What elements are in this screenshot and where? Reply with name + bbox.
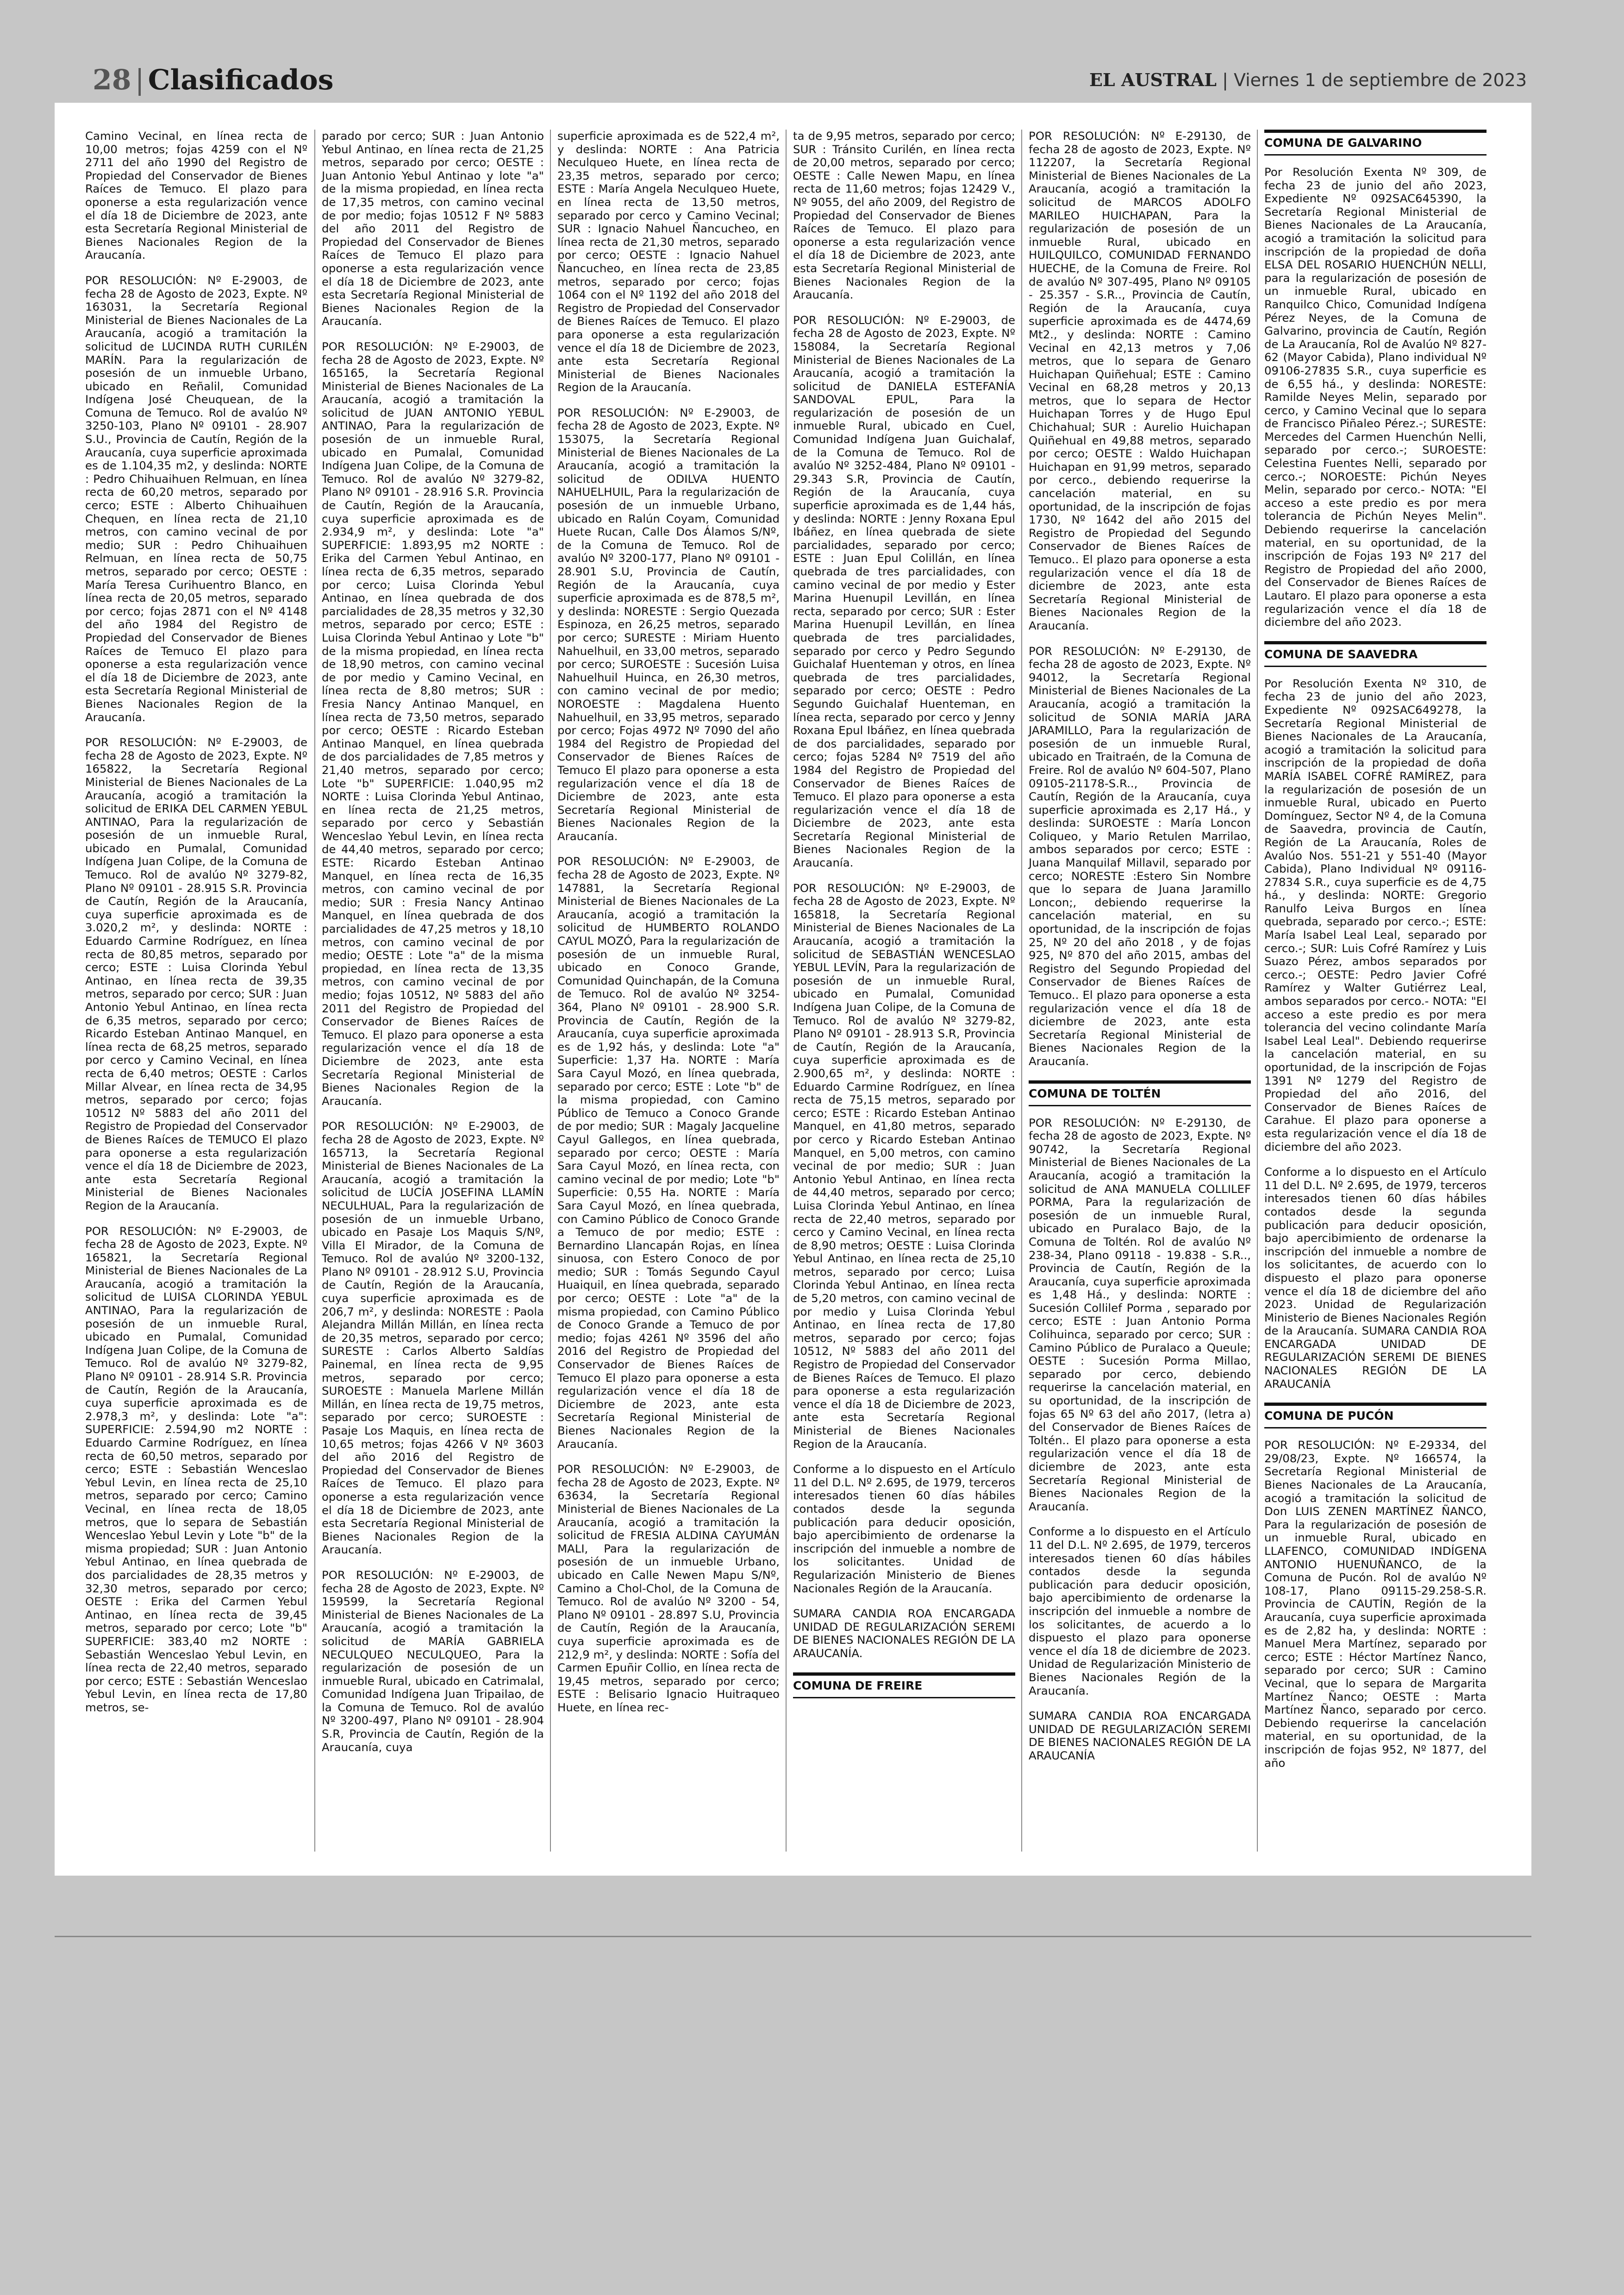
section-title: Clasificados (148, 64, 334, 96)
notice: POR RESOLUCIÓN: Nº E-29003, de fecha 28 de Agosto de 2023, Expte. Nº 165165, la Secretaría Regional Ministerial de Bienes Nacionales de La Araucanía, acogió a tramitación la solicitud de JUAN ANTONIO YEBUL ANTINAO, Para la regularización de posesión de un inmueble Rural, ubicado en Pumalal, Comunidad Indígena Juan Colipe, de la Comuna de Temuco. Rol de avalúo Nº 3279-82, Plano Nº 09101 - 28.916 S.R. Provincia de Cautín, Región de la Araucanía, cuya superficie aproximada es de 2.934,9 m², y deslinda: Lote "a" SUPERFICIE: 1.893,95 m2 NORTE : Erika del Carmen Yebul Antinao, en línea recta de 6,35 metros, separado por cerco; Luisa Clorinda Yebul Antinao, en línea quebrada de dos parcialidades de 28,35 metros y 32,30 metros, separado por cerco; ESTE : Luisa Clorinda Yebul Antinao y Lote "b" de la misma propiedad, en línea recta de 18,90 metros, con camino vecinal de por medio y Camino Vecinal, en línea recta de 8,80 metros; SUR : Fresia Nancy Antinao Manquel, en línea recta de 73,50 metros, separado por cerco; OESTE : Ricardo Esteban Antinao Manquel, en línea quebrada de dos parcialidades de 7,85 metros y 21,40 metros, separado por cerco; Lote "b" SUPERFICIE: 1.040,95 m2 NORTE : Luisa Clorinda Yebul Antinao, en línea recta de 21,25 metros, separado por cerco y Sebastián Wenceslao Yebul Levin, en línea recta de 44,40 metros, separado por cerco; ESTE: Ricardo Esteban Antinao Manquel, en línea recta de 16,35 metros, con camino vecinal de por medio; SUR : Fresia Nancy Antinao Manquel, en línea quebrada de dos parcialidades de 47,25 metros y 18,10 metros, con camino vecinal de por medio; OESTE : Lote "a" de la misma propiedad, en línea recta de 13,35 metros, con camino vecinal de por medio; fojas 10512, Nº 5883 del año 2011 del Registro de Propiedad del Conservador de Bienes Raíces de Temuco. El plazo para oponerse a esta regularización vence el día 18 de Diciembre de 2023, ante esta Secretaría Regional Ministerial de Bienes Nacionales Region de la Araucanía. (322, 339, 544, 1108)
notice: POR RESOLUCIÓN: Nº E-29003, de fecha 28 de Agosto de 2023, Expte. Nº 159599, la Secretaría Regional Ministerial de Bienes Nacionales de La Araucanía, acogió a tramitación la solicitud de MARÍA GABRIELA NECULQUEO NECULQUEO, Para la regularización de posesión de un inmueble Rural, ubicado en Catrimalal, Comunidad Indígena Juan Tripailao, de la Comuna de Temuco. Rol de avalúo Nº 3200-497, Plano Nº 09101 - 28.904 S.R, Provincia de Cautín, Región de la Araucanía, cuya (322, 1568, 544, 1754)
column-divider (786, 130, 787, 1852)
notice: Por Resolución Exenta Nº 309, de fecha 23 de junio del año 2023, Expediente Nº 092SAC645390, la Secretaría Regional Ministerial de Bienes Nacionales de La Araucanía, acogió a tramitación la solicitud para inscripción de la propiedad de doña ELSA DEL ROSARIO HUENCHÚN NELLI, para la regularización de posesión de un inmueble Rural, ubicado en Ranquilco Chico, Comunidad Indígena Pérez Neyes, de la Comuna de Galvarino, provincia de Cautín, Región de La Araucanía, Rol de Avalúo Nº 827-62 (Mayor Cabida), Plano individual Nº 09106-27835 S.R., cuya superficie es de 6,55 há., y deslinda: NORESTE: Ramilde Neyes Melin, separado por cerco, y Camino Vecinal que lo separa de Francisco Piñaleo Pérez.-; SURESTE: Mercedes del Carmen Huenchún Nelli, separado por cerco.-; SUROESTE: Celestina Fuentes Nelli, separado por cerco.-; NOROESTE: Pichún Neyes Melin, separado por cerco.- NOTA: "El acceso a este predio es por mera tolerancia de Pichún Neyes Melin". Debiendo requerirse la cancelación material, en su oportunidad, de la inscripción de Fojas 193 Nº 217 del Registro de Propiedad del año 2000, del Conservador de Bienes Raíces de Lautaro. El plazo para oponerse a esta regularización vence el día 18 de diciembre del año 2023. (1264, 165, 1487, 629)
section-heading-pucon: COMUNA DE PUCÓN (1264, 1403, 1487, 1428)
column-5 (1029, 130, 1251, 1774)
notice: POR RESOLUCIÓN: Nº E-29003, de fecha 28 de Agosto de 2023, Expte. Nº 165821, la Secretaría Regional Ministerial de Bienes Nacionales de La Araucanía, acogió a tramitación la solicitud de LUISA CLORINDA YEBUL ANTINAO, Para la regularización de posesión de un inmueble Rural, ubicado en Pumalal, Comunidad Indígena Juan Colipe, de la Comuna de Temuco. Rol de avalúo Nº 3279-82, Plano Nº 09101 - 28.914 S.R. Provincia de Cautín, Región de la Araucanía, cuya superficie aproximada es de 2.978,3 m², y deslinda: Lote "a": SUPERFICIE: 2.594,90 m2 NORTE : Eduardo Carmine Rodríguez, en línea recta de 60,50 metros, separado por cerco; ESTE : Sebastián Wenceslao Yebul Levin, en línea recta de 25,10 metros, separado por cerco; Camino Vecinal, en línea recta de 18,05 metros, que lo separa de Sebastián Wenceslao Yebul Levin y Lote "b" de la misma propiedad; SUR : Juan Antonio Yebul Antinao, en línea quebrada de dos parcialidades de 28,35 metros y 32,30 metros, separado por cerco; OESTE : Erika del Carmen Yebul Antinao, en línea recta de 39,45 metros, separado por cerco; Lote "b" SUPERFICIE: 383,40 m2 NORTE : Sebastián Wenceslao Yebul Levin, en línea recta de 22,40 metros, separado por cerco; ESTE : Sebastián Wenceslao Yebul Levin, en línea recta de 17,80 metros, se- (85, 1224, 307, 1714)
column-divider (1021, 130, 1022, 1852)
column-divider (550, 130, 551, 1852)
header-separator-right: | (1217, 70, 1234, 90)
column-3 (557, 130, 780, 1726)
header-right (1089, 69, 1527, 90)
header-separator: | (135, 64, 144, 96)
notice: POR RESOLUCIÓN: Nº E-29003, de fecha 28 de Agosto de 2023, Expte. Nº 63634, la Secretaría Regional Ministerial de Bienes Nacionales de La Araucanía, acogió a tramitación la solicitud de FRESIA ALDINA CAYUMÁN MALI, Para la regularización de posesión de un inmueble Urbano, ubicado en Calle Newen Mapu S/Nº, Camino a Chol-Chol, de la Comuna de Temuco. Rol de avalúo Nº 3200 - 54, Plano Nº 09101 - 28.897 S.U, Provincia de Cautín, Región de la Araucanía, cuya superficie aproximada es de 212,9 m², y deslinda: NORTE : Sofía del Carmen Epuñir Collio, en línea recta de 19,45 metros, separado por cerco; ESTE : Belisario Ignacio Huitraqueo Huete, en línea rec- (557, 1462, 780, 1714)
notice: POR RESOLUCIÓN: Nº E-29003, de fecha 28 de Agosto de 2023, Expte. Nº 165818, la Secretaría Regional Ministerial de Bienes Nacionales de La Araucanía, acogió a tramitación la solicitud de SEBASTIÁN WENCESLAO YEBUL LEVÍN, Para la regularización de posesión de un inmueble Rural, ubicado en Pumalal, Comunidad Indígena Juan Colipe, de la Comuna de Temuco. Rol de avalúo Nº 3279-82, Plano Nº 09101 - 28.913 S.R, Provincia de Cautín, Región de la Araucanía, cuya superficie aproximada es de 2.900,65 m², y deslinda: NORTE : Eduardo Carmine Rodríguez, en línea recta de 75,15 metros, separado por cerco; ESTE : Ricardo Esteban Antinao Manquel, en 41,80 metros, separado por cerco y Ricardo Esteban Antinao Manquel, en 5,00 metros, con camino vecinal de por medio; SUR : Juan Antonio Yebul Antinao, en línea recta de 44,40 metros, separado por cerco; Luisa Clorinda Yebul Antinao, en línea recta de 22,40 metros, separado por cerco y Camino Vecinal, en línea recta de 8,90 metros; OESTE : Luisa Clorinda Yebul Antinao, en línea recta de 25,10 metros, separado por cerco; Luisa Clorinda Yebul Antinao, en línea recta de 5,20 metros, con camino vecinal de por medio y Luisa Clorinda Yebul Antinao, en línea recta de 17,80 metros, separado por cerco; fojas 10512, Nº 5883 del año 2011 del Registro de Propiedad del Conservador de Bienes Raíces de Temuco. El plazo para oponerse a esta regularización vence el día 18 de Diciembre de 2023, ante esta Secretaría Regional Ministerial de Bienes Nacionales Region de la Araucanía. (793, 881, 1015, 1451)
notice: POR RESOLUCIÓN: Nº E-29003, de fecha 28 de Agosto de 2023, Expte. Nº 163031, la Secretaría Regional Ministerial de Bienes Nacionales de La Araucanía, acogió a tramitación la solicitud de LUCINDA RUTH CURILÉN MARÍN. Para la regularización de posesión de un inmueble Urbano, ubicado en Reñalil, Comunidad Indígena José Cheuquean, de la Comuna de Temuco. Rol de avalúo Nº 3250-103, Plano Nº 09101 - 28.907 S.U., Provincia de Cautín, Región de la Araucanía, cuya superficie aproximada es de 1.104,35 m2, y deslinda: NORTE : Pedro Chihuaihuen Relmuan, en línea recta de 60,20 metros, separado por cerco; ESTE : Alberto Chihuaihuen Chequen, en línea recta de 21,10 metros, con camino vecinal de por medio; SUR : Pedro Chihuaihuen Relmuan, en línea recta de 50,75 metros, separado por cerco; OESTE : María Teresa Curihuentro Blanco, en línea recta de 20,05 metros, separado por cerco; fojas 2871 con el Nº 4148 del año 1984 del Registro de Propiedad del Conservador de Bienes Raíces de Temuco El plazo para oponerse a esta regularización vence el día 18 de Diciembre de 2023, ante esta Secretaría Regional Ministerial de Bienes Nacionales Region de la Araucanía. (85, 273, 307, 724)
notice: POR RESOLUCIÓN: Nº E-29003, de fecha 28 de Agosto de 2023, Expte. Nº 158084, la Secretaría Regional Ministerial de Bienes Nacionales de La Araucanía, acogió a tramitación la solicitud de DANIELA ESTEFANÍA SANDOVAL EPUL, Para la regularización de posesión de un inmueble Rural, ubicado en Cuel, Comunidad Indígena Juan Guichalaf, de la Comuna de Temuco. Rol de avalúo Nº 3252-484, Plano Nº 09101 - 29.343 S.R, Provincia de Cautín, Región de la Araucanía, cuya superficie aproximada es de 1,44 hás, y deslinda: NORTE : Jenny Roxana Epul Ibáñez, en línea quebrada de siete parcialidades, separado por cerco; ESTE : Juan Epul Colillán, en línea quebrada de tres parcialidades, con camino vecinal de por medio y Ester Marina Huenupil Levillán, en línea recta, separado por cerco; SUR : Ester Marina Huenupil Levillán, en línea quebrada de tres parcialidades, separado por cerco y Pedro Segundo Guichalaf Huenteman y otros, en línea quebrada de tres parcialidades, separado por cerco; OESTE : Pedro Segundo Guichalaf Huenteman, en línea recta, separado por cerco y Jenny Roxana Epul Ibáñez, en línea quebrada de dos parcialidades, separado por cerco; fojas 5284 Nº 7519 del año 1984 del Registro de Propiedad del Conservador de Bienes Raíces de Temuco. El plazo para oponerse a esta regularización vence el día 18 de Diciembre de 2023, ante esta Secretaría Regional Ministerial de Bienes Nacionales Region de la Araucanía. (793, 313, 1015, 870)
column-divider (1257, 130, 1258, 1852)
section-heading-freire: COMUNA DE FREIRE (793, 1672, 1015, 1698)
signature: SUMARA CANDIA ROA ENCARGADA UNIDAD DE REGULARIZACIÓN SEREMI DE BIENES NACIONALES REGIÓN DE LA ARAUCANÍA (1029, 1709, 1251, 1762)
notice: POR RESOLUCIÓN: Nº E-29130, de fecha 28 de agosto de 2023, Expte. Nº 112207, la Secretaría Regional Ministerial de Bienes Nacionales de La Araucanía, acogió a tramitación la solicitud de MARCOS ADOLFO MARILEO HUICHAPAN, Para la regularización de posesión de un inmueble Rural, ubicado en HUILQUILCO, COMUNIDAD FERNANDO HUECHE, de la Comuna de Freire. Rol de avalúo Nº 307-495, Plano Nº 09105 - 25.357 - S.R.., Provincia de Cautín, Región de la Araucanía, cuya superficie aproximada es de 4474,69 Mt2., y deslinda: NORTE : Camino Vecinal en 42,13 metros y 7,06 metros, que lo separa de Genaro Huichapan Quiñehual; ESTE : Camino Vecinal en 68,28 metros y 20,13 metros, que lo separa de Hector Huichapan Torres y de Hugo Epul Chichahual; SUR : Aurelio Huichapan Quiñehual en 49,88 metros, separado por cerco; OESTE : Waldo Huichapan Huichapan en 91,99 metros, separado por cerco., debiendo requerirse la cancelación material, en su oportunidad, de la inscripción de fojas 1730, Nº 1642 del año 2015 del Registro de Propiedad del Segundo Conservador de Bienes Raíces de Temuco.. El plazo para oponerse a esta regularización vence el día 18 de diciembre de 2023, ante esta Secretaría Regional Ministerial de Bienes Nacionales Region de la Araucanía. (1029, 129, 1251, 632)
page-number: 28 (93, 64, 131, 96)
section-heading-saavedra: COMUNA DE SAAVEDRA (1264, 641, 1487, 667)
column-1 (85, 130, 307, 1726)
column-2 (322, 130, 544, 1766)
column-6 (1264, 130, 1487, 1782)
notice: POR RESOLUCIÓN: Nº E-29003, de fecha 28 de Agosto de 2023, Expte. Nº 147881, la Secretaría Regional Ministerial de Bienes Nacionales de La Araucanía, acogió a tramitación la solicitud de HUMBERTO ROLANDO CAYUL MOZÓ, Para la regularización de posesión de un inmueble Rural, ubicado en Conoco Grande, Comunidad Quinchapán, de la Comuna de Temuco. Rol de avalúo Nº 3254-364, Plano Nº 09101 - 28.900 S.R. Provincia de Cautín, Región de la Araucanía, cuya superficie aproximada es de 1,92 hás, y deslinda: Lote "a" Superficie: 1,37 Ha. NORTE : María Sara Cayul Mozó, en línea quebrada, separado por cerco; ESTE : Lote "b" de la misma propiedad, con Camino Público de Temuco a Conoco Grande de por medio; SUR : Magaly Jacqueline Cayul Gallegos, en línea quebrada, separado por cerco; OESTE : María Sara Cayul Mozó, en línea recta, con camino vecinal de por medio; Lote "b" Superficie: 0,55 Ha. NORTE : María Sara Cayul Mozó, en línea quebrada, con Camino Público de Conoco Grande a Temuco de por medio; ESTE : Bernardino Llancapán Rojas, en línea sinuosa, con Estero Conoco de por medio; SUR : Tomás Segundo Cayul Huaiquil, en línea quebrada, separado por cerco; OESTE : Lote "a" de la misma propiedad, con Camino Público de Conoco Grande a Temuco de por medio; fojas 4261 Nº 3596 del año 2016 del Registro de Propiedad del Conservador de Bienes Raíces de Temuco El plazo para oponerse a esta regularización vence el día 18 de Diciembre de 2023, ante esta Secretaría Regional Ministerial de Bienes Nacionales Region de la Araucanía. (557, 854, 780, 1451)
section-heading-galvarino: COMUNA DE GALVARINO (1264, 130, 1487, 156)
notice: POR RESOLUCIÓN: Nº E-29003, de fecha 28 de Agosto de 2023, Expte. Nº 165713, la Secretaría Regional Ministerial de Bienes Nacionales de La Araucanía, acogió a tramitación la solicitud de LUCÍA JOSEFINA LLAMÍN NECULHUAL, Para la regularización de posesión de un inmueble Urbano, ubicado en Pasaje Los Maquis S/Nº, Villa El Mirador, de la Comuna de Temuco. Rol de avalúo Nº 3200-132, Plano Nº 09101 - 28.912 S.U, Provincia de Cautín, Región de la Araucanía, cuya superficie aproximada es de 206,7 m², y deslinda: NORESTE : Paola Alejandra Millán Millán, en línea recta de 20,35 metros, separado por cerco; SURESTE : Carlos Alberto Saldías Painemal, en línea recta de 9,95 metros, separado por cerco; SUROESTE : Manuela Marlene Millán Millán, en línea recta de 19,75 metros, separado por cerco; SUROESTE : Pasaje Los Maquis, en línea recta de 10,65 metros; fojas 4266 V Nº 3603 del año 2016 del Registro de Propiedad del Conservador de Bienes Raíces de Temuco. El plazo para oponerse a esta regularización vence el día 18 de Diciembre de 2023, ante esta Secretaría Regional Ministerial de Bienes Nacionales Region de la Araucanía. (322, 1119, 544, 1557)
bottom-rule (55, 1936, 1531, 1937)
classifieds-page (55, 103, 1531, 1876)
notice: POR RESOLUCIÓN: Nº E-29334, del 29/08/23, Expte. Nº 166574, la Secretaría Regional Ministerial de Bienes Nacionales de La Araucanía, acogió a tramitación la solicitud de Don LUIS ZENEN MARTÍNEZ ÑANCO, Para la regularización de posesión de un inmueble Rural, ubicado en LLAFENCO, COMUNIDAD INDÍGENA ANTONIO HUENUÑANCO, de la Comuna de Pucón. Rol de avalúo Nº 108-17, Plano 09115-29.258-S.R. Provincia de CAUTÍN, Región de la Araucanía, cuya superficie aproximada es de 2,82 ha, y deslinda: NORTE : Manuel Mera Martínez, separado por cerco; ESTE : Héctor Martínez Ñanco, separado por cerco; SUR : Camino Vecinal, que lo separa de Margarita Martínez Ñanco; OESTE : Marta Martínez Ñanco, separado por cerco. Debiendo requerirse la cancelación material, en su oportunidad, de la inscripción de fojas 952, Nº 1877, del año (1264, 1438, 1487, 1770)
signature: SUMARA CANDIA ROA ENCARGADA UNIDAD DE REGULARIZACIÓN SEREMI DE BIENES NACIONALES REGIÓN DE LA ARAUCANÍA. (793, 1607, 1015, 1660)
notice: ta de 9,95 metros, separado por cerco; SUR : Tránsito Curilén, en línea recta de 20,00 metros, separado por cerco; OESTE : Calle Newen Mapu, en línea recta de 11,60 metros; fojas 12429 V., Nº 9055, del año 2009, del Registro de Propiedad del Conservador de Bienes Raíces de Temuco. El plazo para oponerse a esta regularización vence el día 18 de Diciembre de 2023, ante esta Secretaría Regional Ministerial de Bienes Nacionales Region de la Araucanía. (793, 129, 1015, 302)
notice: Por Resolución Exenta Nº 310, de fecha 23 de junio del año 2023, Expediente Nº 092SAC649278, la Secretaría Regional Ministerial de Bienes Nacionales de La Araucanía, acogió a tramitación la solicitud para inscripción de la propiedad de doña MARÍA ISABEL COFRÉ RAMÍREZ, para la regularización de posesión de un inmueble Rural, ubicado en Puerto Domínguez, Sector Nº 4, de la Comuna de Saavedra, provincia de Cautín, Región de La Araucanía, Roles de Avalúo Nos. 551-21 y 551-40 (Mayor Cabida), Plano Individual Nº 09116-27834 S.R., cuya superficie es de 4,75 há., y deslinda: NORTE: Gregorio Ranulfo Leiva Burgos en línea quebrada, separado por cerco.-; ESTE: María Isabel Leal Leal, separado por cerco.-; SUR: Luis Cofré Ramírez y Luis Suazo Pérez, ambos separados por cerco.-; OESTE: Pedro Javier Cofré Ramírez y Walter Gutiérrez Leal, ambos separados por cerco.- NOTA: "El acceso a este predio es por mera tolerancia del vecino colindante María Isabel Leal Leal". Debiendo requerirse la cancelación material, en su oportunidad, de la inscripción de Fojas 1391 Nº 1279 del Registro de Propiedad del año 2016, del Conservador de Bienes Raíces de Carahue. El plazo para oponerse a esta regularización vence el día 18 de diciembre del año 2023. (1264, 676, 1487, 1154)
header-left (93, 64, 334, 96)
notice: POR RESOLUCIÓN: Nº E-29003, de fecha 28 de Agosto de 2023, Expte. Nº 165822, la Secretaría Regional Ministerial de Bienes Nacionales de La Araucanía, acogió a tramitación la solicitud de ERIKA DEL CARMEN YEBUL ANTINAO, Para la regularización de posesión de un inmueble Rural, ubicado en Pumalal, Comunidad Indígena Juan Colipe, de la Comuna de Temuco. Rol de avalúo Nº 3279-82, Plano Nº 09101 - 28.915 S.R. Provincia de Cautín, Región de la Araucanía, cuya superficie aproximada es de 3.020,2 m², y deslinda: NORTE : Eduardo Carmine Rodríguez, en línea recta de 80,85 metros, separado por cerco; ESTE : Luisa Clorinda Yebul Antinao, en línea recta de 39,35 metros, separado por cerco; SUR : Juan Antonio Yebul Antinao, en línea recta de 6,35 metros, separado por cerco; Ricardo Esteban Antinao Manquel, en línea recta de 68,25 metros, separado por cerco y Camino Vecinal, en línea recta de 6,40 metros; OESTE : Carlos Millar Alvear, en línea recta de 34,95 metros, separado por cerco; fojas 10512 Nº 5883 del año 2011 del Registro de Propiedad del Conservador de Bienes Raíces de TEMUCO El plazo para oponerse a esta regularización vence el día 18 de Diciembre de 2023, ante esta Secretaría Regional Ministerial de Bienes Nacionales Region de la Araucanía. (85, 736, 307, 1212)
notice: Camino Vecinal, en línea recta de 10,00 metros; fojas 4259 con el Nº 2711 del año 1990 del Registro de Propiedad del Conservador de Bienes Raíces de Temuco. El plazo para oponerse a esta regularización vence el día 18 de Diciembre de 2023, ante esta Secretaría Regional Ministerial de Bienes Nacionales Region de la Araucanía. (85, 129, 307, 262)
legal-note: Conforme a lo dispuesto en el Artículo 11 del D.L. Nº 2.695, de 1979, terceros interesados tienen 60 días hábiles contados desde la segunda publicación para deducir oposición, bajo apercibimiento de ordenarse la inscripción del inmueble a nombre de los solicitantes, de acuerdo con lo dispuesto el plazo para oponerse vence el día 18 de diciembre del año 2023. Unidad de Regularización Ministerio de Bienes Nacionales Región de la Araucanía. SUMARA CANDIA ROA ENCARGADA UNIDAD DE REGULARIZACIÓN SEREMI DE BIENES NACIONALES REGIÓN DE LA ARAUCANÍA (1264, 1165, 1487, 1391)
publication-name: EL AUSTRAL (1089, 69, 1217, 90)
column-divider (314, 130, 315, 1852)
notice: POR RESOLUCIÓN: Nº E-29003, de fecha 28 de Agosto de 2023, Expte. Nº 153075, la Secretaría Regional Ministerial de Bienes Nacionales de La Araucanía, acogió a tramitación la solicitud de ODILVA HUENTO NAHUELHUIL, Para la regularización de posesión de un inmueble Urbano, ubicado en Ralún Coyam, Comunidad Huete Rucan, Calle Dos Álamos S/Nº, de la Comuna de Temuco. Rol de avalúo Nº 3200-177, Plano Nº 09101 - 28.901 S.U, Provincia de Cautín, Región de la Araucanía, cuya superficie aproximada es de 878,5 m², y deslinda: NORESTE : Sergio Quezada Espinoza, en 26,25 metros, separado por cerco; SURESTE : Miriam Huento Nahuelhuil, en 33,00 metros, separado por cerco; SUROESTE : Sucesión Luisa Nahuelhuil Huinca, en 26,30 metros, con camino vecinal de por medio; NOROESTE : Magdalena Huento Nahuelhuil, en 33,95 metros, separado por cerco; Fojas 4972 Nº 7090 del año 1984 del Registro de Propiedad del Conservador de Bienes Raíces de Temuco El plazo para oponerse a esta regularización vence el día 18 de Diciembre de 2023, ante esta Secretaría Regional Ministerial de Bienes Nacionales Region de la Araucanía. (557, 405, 780, 843)
column-4 (793, 130, 1015, 1709)
notice: POR RESOLUCIÓN: Nº E-29130, de fecha 28 de agosto de 2023, Expte. Nº 90742, la Secretaría Regional Ministerial de Bienes Nacionales de La Araucanía, acogió a tramitación la solicitud de ANA MANUELA COLLILEF PORMA, Para la regularización de posesión de un inmueble Rural, ubicado en Puralaco Bajo, de la Comuna de Toltén. Rol de avalúo Nº 238-34, Plano 09118 - 19.838 - S.R.., Provincia de Cautín, Región de la Araucanía, cuya superficie aproximada es 1,48 Há., y deslinda: NORTE : Sucesión Collilef Porma , separado por cerco; ESTE : Juan Antonio Porma Colihuinca, separado por cerco; SUR : Camino Público de Puralaco a Queule; OESTE : Sucesión Porma Millao, separado por cerco, debiendo requerirse la cancelación material, en su oportunidad, de la inscripción de fojas 65 Nº 63 del año 2017, (letra a) del Conservador de Bienes Raíces de Toltén.. El plazo para oponerse a esta regularización vence el día 18 de diciembre de 2023, ante esta Secretaría Regional Ministerial de Bienes Nacionales Region de la Araucanía. (1029, 1116, 1251, 1513)
notice: parado por cerco; SUR : Juan Antonio Yebul Antinao, en línea recta de 21,25 metros, separado por cerco; OESTE : Juan Antonio Yebul Antinao y lote "a" de la misma propiedad, en línea recta de 17,35 metros, con camino vecinal de por medio; fojas 10512 F Nº 5883 del año 2011 del Registro de Propiedad del Conservador de Bienes Raíces de Temuco El plazo para oponerse a esta regularización vence el día 18 de Diciembre de 2023, ante esta Secretaría Regional Ministerial de Bienes Nacionales Region de la Araucanía. (322, 129, 544, 328)
publication-date: Viernes 1 de septiembre de 2023 (1233, 70, 1527, 90)
section-heading-tolten: COMUNA DE TOLTÉN (1029, 1080, 1251, 1106)
legal-note: Conforme a lo dispuesto en el Artículo 11 del D.L. Nº 2.695, de 1979, terceros interesados tienen 60 días hábiles contados desde la segunda publicación para deducir oposición, bajo apercibimiento de ordenarse la inscripción del inmueble a nombre de los solicitantes, de acuerdo a lo dispuesto el plazo para oponerse vence el día 18 de diciembre de 2023. Unidad de Regularización Ministerio de Bienes Nacionales Región de la Araucanía. (1029, 1525, 1251, 1697)
notice: POR RESOLUCIÓN: Nº E-29130, de fecha 28 de agosto de 2023, Expte. Nº 94012, la Secretaría Regional Ministerial de Bienes Nacionales de La Araucanía, acogió a tramitación la solicitud de SONIA MARÍA JARA JARAMILLO, Para la regularización de posesión de un inmueble Rural, ubicado en Traitraén, de la Comuna de Freire. Rol de avalúo Nº 604-507, Plano 09105-21178-S.R.., Provincia de Cautín, Región de la Araucanía, cuya superficie aproximada es 2,17 Há., y deslinda: SUROESTE : María Loncon Coliqueo, y Mario Retulen Marrilao, ambos separados por cerco; ESTE : Juana Manquilaf Millavil, separado por cerco; NORESTE :Estero Sin Nombre que lo separa de Juana Jaramillo Loncon;, debiendo requerirse la cancelación material, en su oportunidad, de la inscripción de fojas 25, Nº 20 del año 2018 , y de fojas 925, Nº 870 del año 2015, ambas del Registro del Segundo Propiedad del Conservador de Bienes Raíces de Temuco.. El plazo para oponerse a esta regularización vence el día 18 de diciembre de 2023, ante esta Secretaría Regional Ministerial de Bienes Nacionales Region de la Araucanía. (1029, 644, 1251, 1068)
legal-note: Conforme a lo dispuesto en el Artículo 11 del D.L. Nº 2.695, de 1979, terceros interesados tienen 60 días hábiles contados desde la segunda publicación para deducir oposición, bajo apercibimiento de ordenarse la inscripción del inmueble a nombre de los solicitantes. Unidad de Regularización Ministerio de Bienes Nacionales Región de la Araucanía. (793, 1462, 1015, 1595)
notice: superficie aproximada es de 522,4 m², y deslinda: NORTE : Ana Patricia Neculqueo Huete, en línea recta de 23,35 metros, separado por cerco; ESTE : María Angela Neculqueo Huete, en línea recta de 13,50 metros, separado por cerco y Camino Vecinal; SUR : Ignacio Nahuel Ñancucheo, en línea recta de 21,30 metros, separado por cerco; OESTE : Ignacio Nahuel Ñancucheo, en línea recta de 23,85 metros, separado por cerco; fojas 1064 con el Nº 1192 del año 2018 del Registro de Propiedad del Conservador de Bienes Raíces de Temuco. El plazo para oponerse a esta regularización vence el día 18 de Diciembre de 2023, ante esta Secretaría Regional Ministerial de Bienes Nacionales Region de la Araucanía. (557, 129, 780, 394)
